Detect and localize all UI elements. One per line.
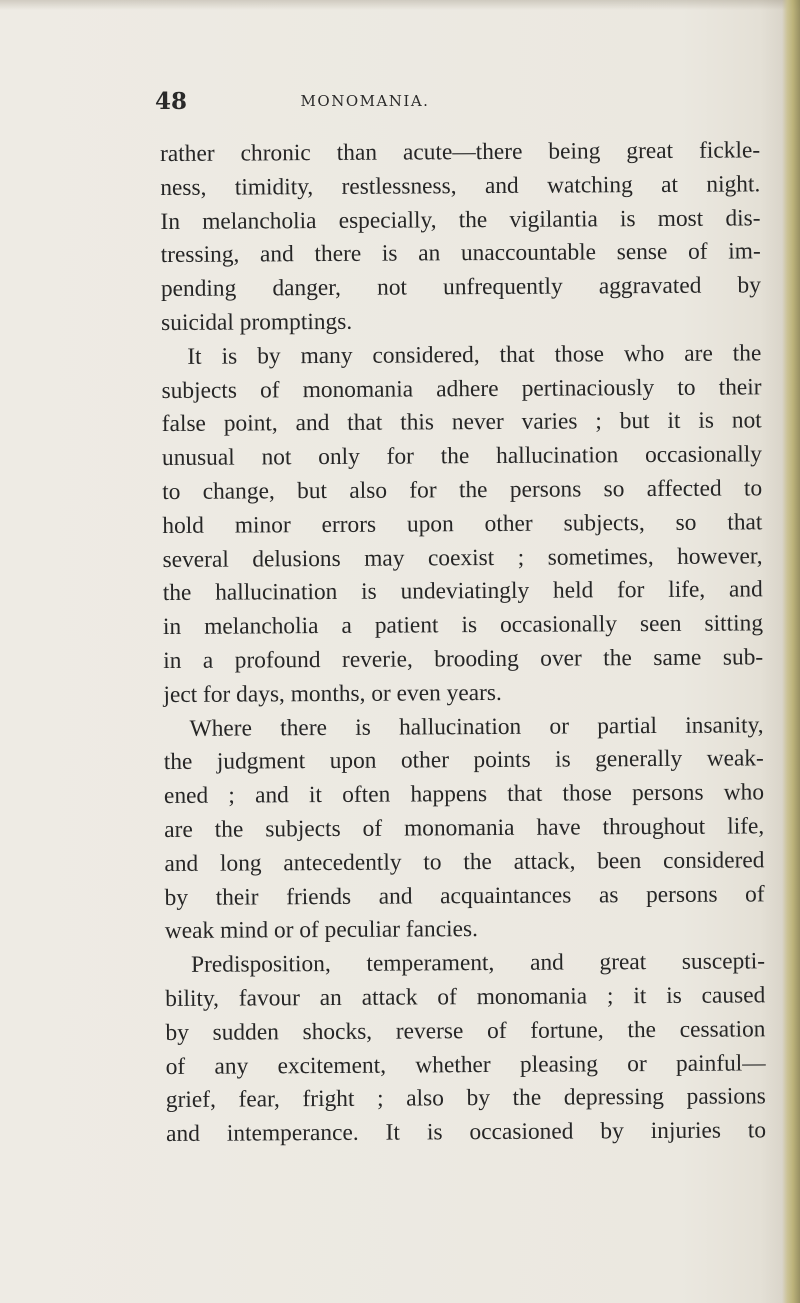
- text-line: subjects of monomania adhere pertinaciously to their: [161, 373, 762, 404]
- text-line: ened ; and it often happens that those persons who: [163, 779, 765, 810]
- page-top-shadow: [0, 0, 800, 10]
- text-line: and intemperance. It is occasioned by injuries to: [166, 1117, 767, 1148]
- text-line: in melancholia a patient is occasionally seen sitting: [162, 610, 764, 641]
- text-line: bility, favour an attack of monomania ; it is caused: [165, 982, 766, 1012]
- text-line: ness, timidity, restlessness, and watching at night.: [160, 171, 761, 201]
- running-title: MONOMANIA.: [300, 92, 430, 110]
- text-line: tressing, and there is an unaccountable sense of im-: [160, 238, 761, 269]
- text-line: unusual not only for the hallucination occasionally: [161, 441, 763, 472]
- text-line: the judgment upon other points is generally weak-: [163, 745, 764, 776]
- text-line: suicidal promptings.: [161, 308, 353, 336]
- page-header: [155, 88, 575, 118]
- text-line: It is by many considered, that those who are the: [187, 340, 762, 370]
- text-line: hold minor errors upon other subjects, so that: [162, 509, 763, 539]
- text-line: and long antecedently to the attack, been considered: [164, 847, 765, 877]
- body-text: [160, 134, 766, 1152]
- text-line: pending danger, not unfrequently aggravated by: [160, 272, 761, 303]
- text-line: In melancholia especially, the vigilantia is most dis-: [160, 204, 761, 235]
- text-line: to change, but also for the persons so affected to: [162, 475, 763, 505]
- text-line: weak mind or of peculiar fancies.: [164, 916, 478, 945]
- text-line: in a profound reverie, brooding over the same sub-: [163, 644, 764, 674]
- text-line: several delusions may coexist ; sometimes, however,: [162, 542, 763, 573]
- text-line: grief, fear, fright ; also by the depressing passions: [165, 1083, 766, 1114]
- text-line: ject for days, months, or even years.: [163, 679, 502, 708]
- text-line: rather chronic than acute—there being great fickle-: [160, 137, 761, 167]
- text-line: by their friends and acquaintances as persons of: [164, 880, 765, 911]
- text-line: of any excitement, whether pleasing or painful—: [165, 1049, 766, 1080]
- text-line: the hallucination is undeviatingly held for life, and: [162, 576, 763, 607]
- text-line: are the subjects of monomania have throughout life,: [164, 813, 765, 843]
- text-line: Predisposition, temperament, and great suscepti-: [190, 948, 766, 978]
- page-edge: [782, 0, 800, 1303]
- text-line: false point, and that this never varies ; but it is not: [161, 407, 762, 438]
- text-line: by sudden shocks, reverse of fortune, the cessation: [165, 1016, 766, 1046]
- text-line: Where there is hallucination or partial insanity,: [189, 711, 764, 742]
- page-number: 48: [155, 88, 188, 115]
